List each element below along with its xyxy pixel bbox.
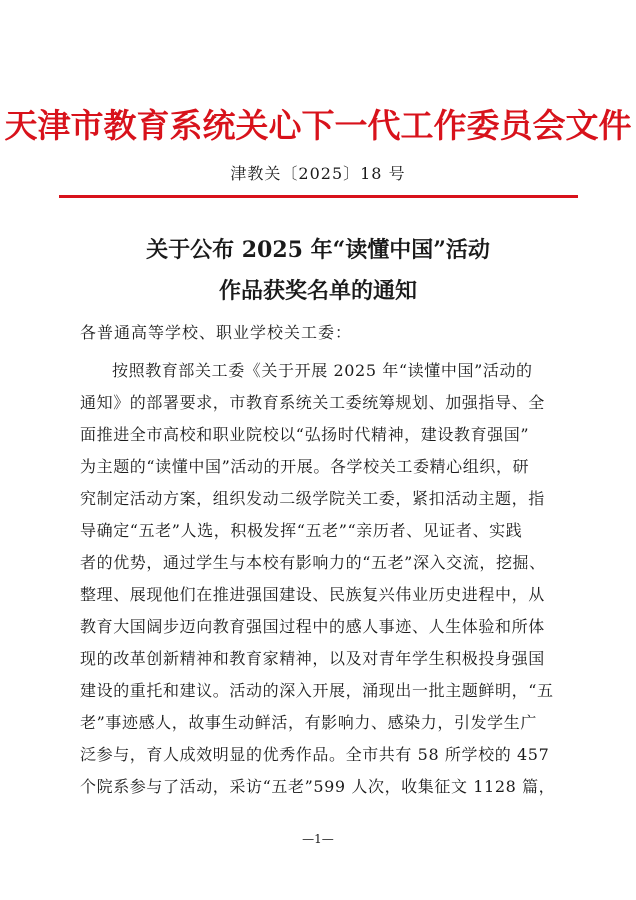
body-line: 整理、展现他们在推进强国建设、民族复兴伟业历史进程中，从: [80, 585, 545, 604]
notice-title-line-2: 作品获奖名单的通知: [218, 278, 417, 304]
body-line: 个院系参与了活动，采访“五老”599 人次，收集征文 1128 篇，: [80, 777, 556, 796]
body-line: 导确定“五老”人选，积极发挥“五老”“亲历者、见证者、实践: [80, 521, 523, 540]
body-line: 面推进全市高校和职业院校以“弘扬时代精神，建设教育强国”: [80, 425, 530, 444]
body-line: 者的优势，通过学生与本校有影响力的“五老”深入交流，挖掘、: [80, 553, 546, 572]
body-line: 现的改革创新精神和教育家精神，以及对青年学生积极投身强国: [80, 649, 545, 668]
page-number: —1—: [302, 832, 334, 846]
body-line: 为主题的“读懂中国”活动的开展。各学校关工委精心组织，研: [80, 457, 530, 476]
body-line: 泛参与，育人成效明显的优秀作品。全市共有 58 所学校的 457: [80, 745, 550, 764]
document-number: 津教关〔2025〕18 号: [230, 164, 406, 183]
body-line: 通知》的部署要求，市教育系统关工委统筹规划、加强指导、全: [80, 393, 545, 412]
body-line: 按照教育部关工委《关于开展 2025 年“读懂中国”活动的: [112, 361, 533, 380]
document-header-title: 天津市教育系统关心下一代工作委员会文件: [4, 106, 632, 145]
salutation: 各普通高等学校、职业学校关工委：: [80, 323, 353, 342]
body-line: 建设的重托和建议。活动的深入开展，涌现出一批主题鲜明，“五: [80, 681, 554, 700]
red-divider-line: [59, 195, 578, 198]
body-line: 老”事迹感人，故事生动鲜活，有影响力、感染力，引发学生广: [80, 713, 537, 732]
notice-title-line-1: 关于公布 2025 年“读懂中国”活动: [146, 237, 490, 263]
body-line: 教育大国阔步迈向教育强国过程中的感人事迹、人生体验和所体: [80, 617, 545, 636]
body-line: 究制定活动方案，组织发动二级学院关工委，紧扣活动主题，指: [80, 489, 545, 508]
